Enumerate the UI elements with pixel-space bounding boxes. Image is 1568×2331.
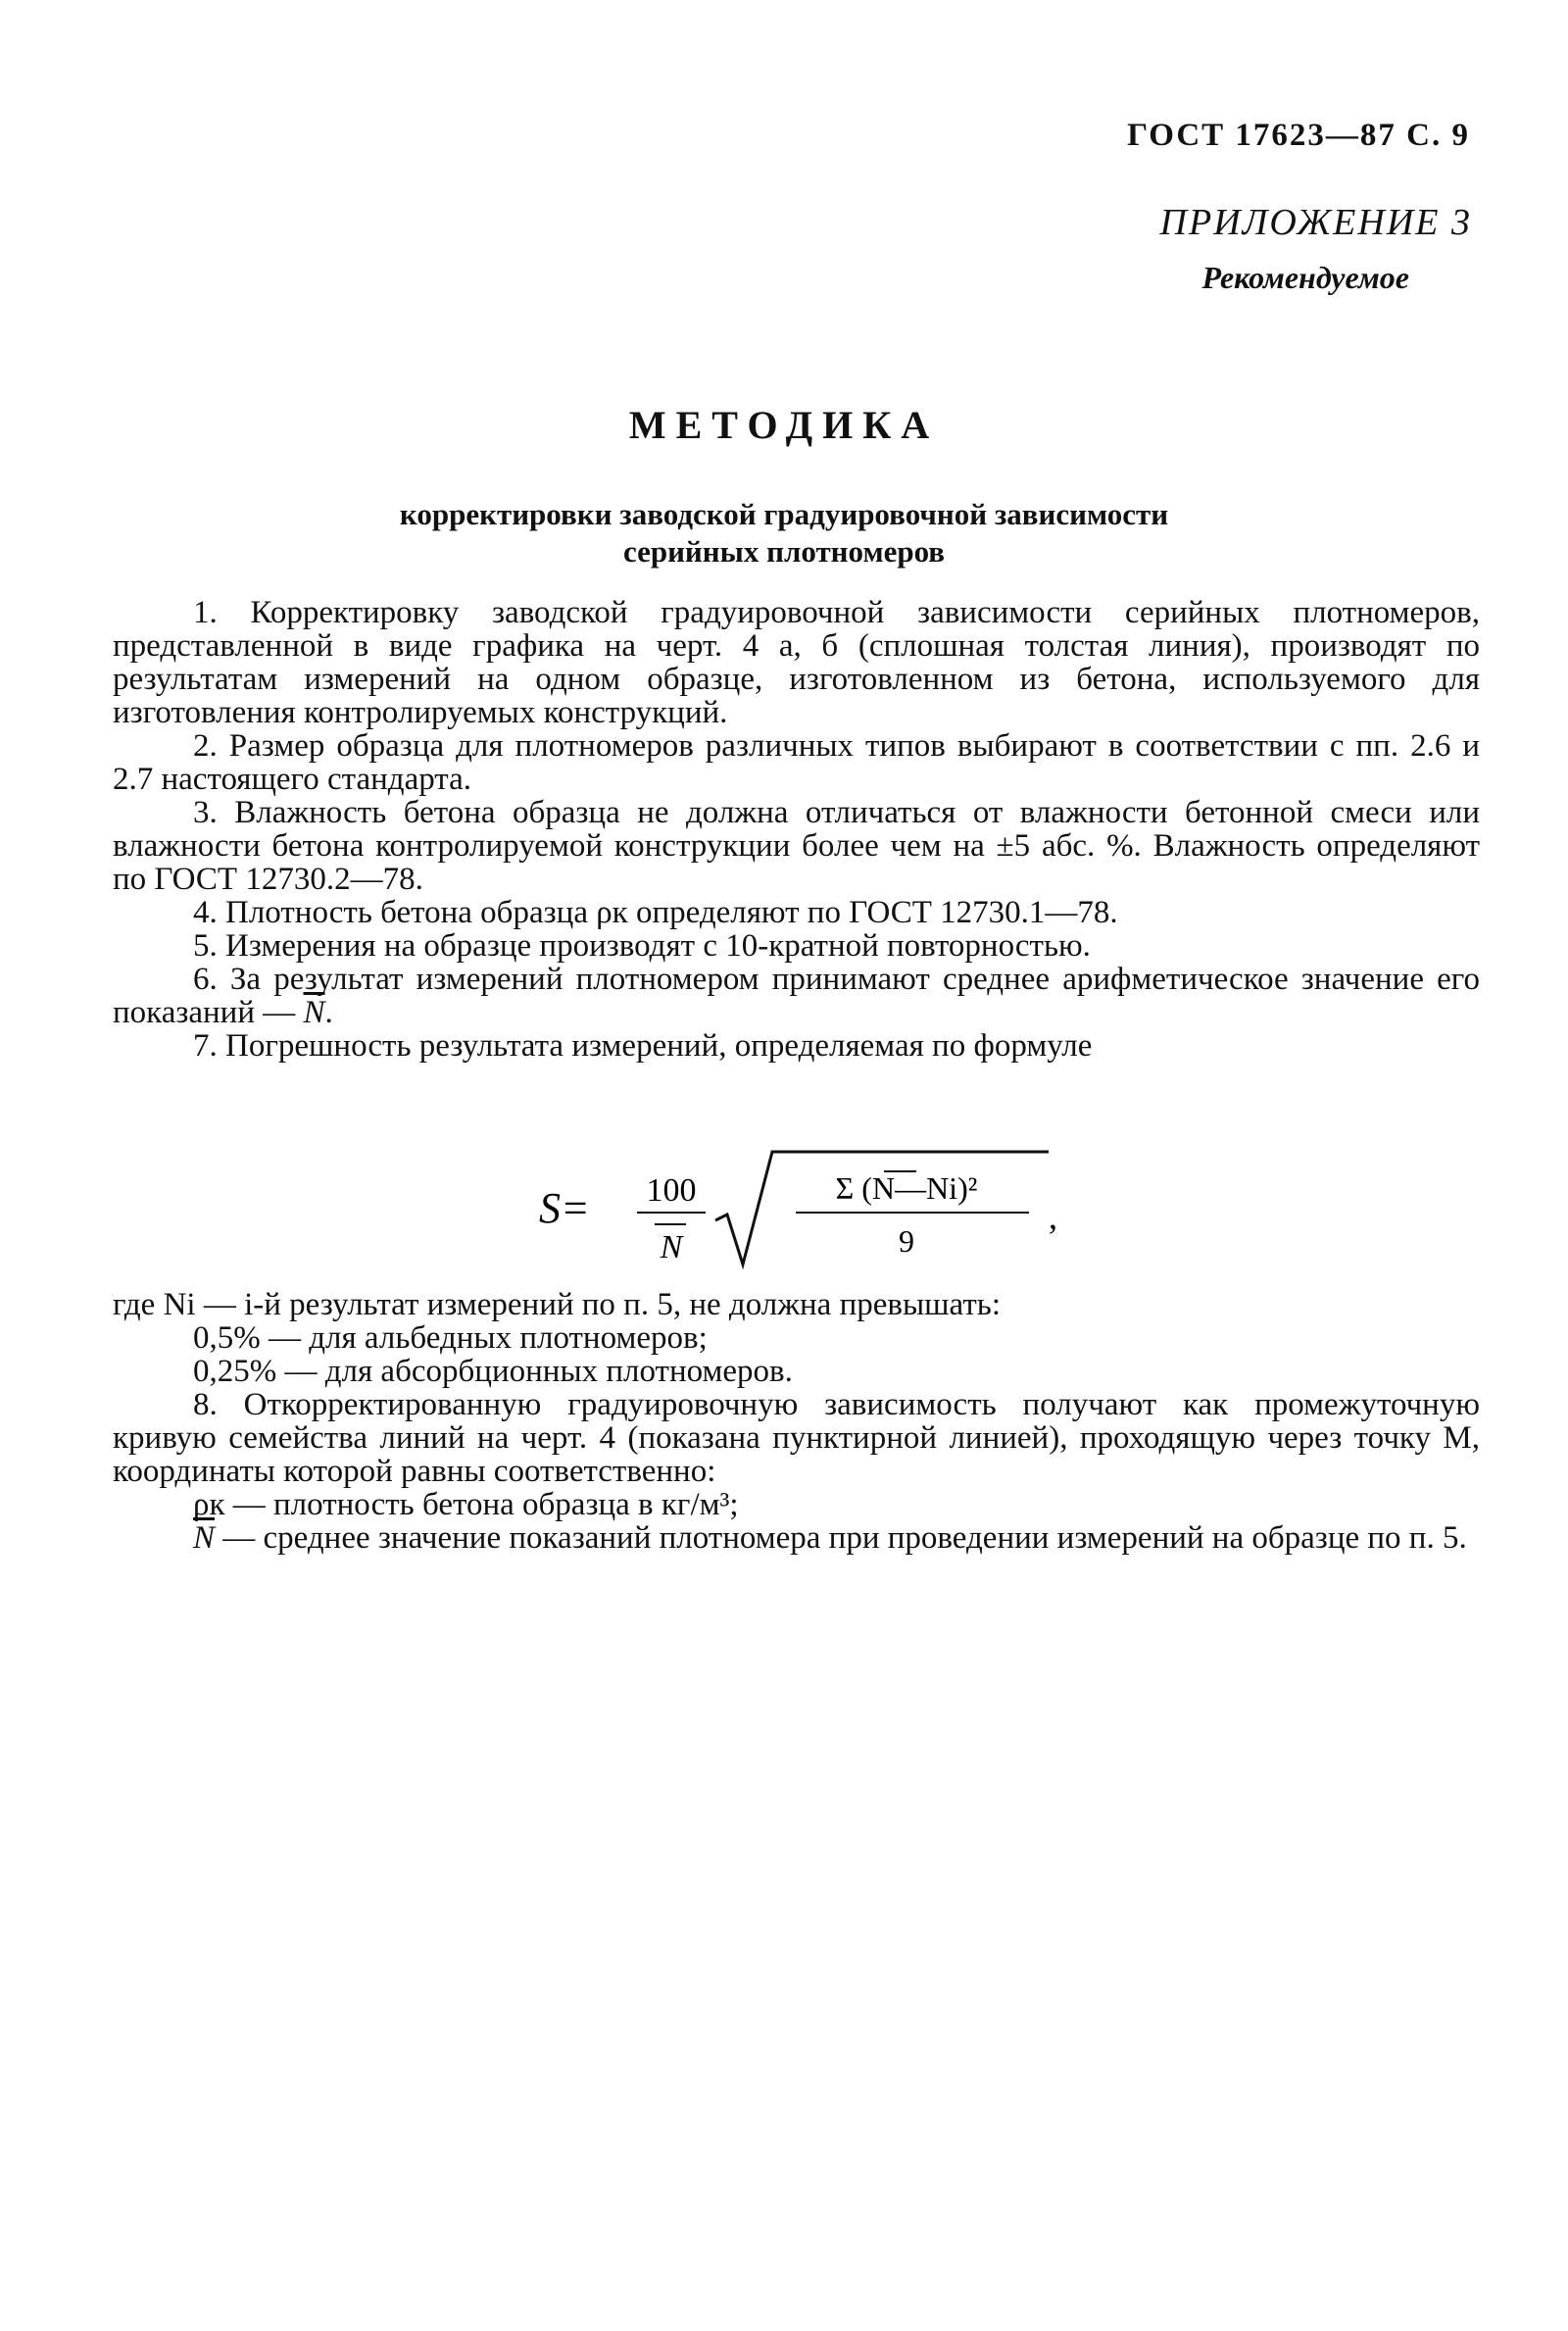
paragraph-6 xyxy=(113,963,1480,1029)
subtitle-line-2: серийных плотномеров xyxy=(622,534,946,569)
section-body-1 xyxy=(113,596,1480,1063)
page-header: ГОСТ 17623—87 С. 9 xyxy=(1127,118,1470,153)
where-clause: где Ni — i-й результат измерений по п. 5, не должна превышать: xyxy=(113,1287,1001,1322)
mean-symbol: $\overline{N}$ xyxy=(303,995,325,1030)
appendix-number: ПРИЛОЖЕНИЕ 3 xyxy=(1159,202,1472,243)
mean-symbol-2: $\overline{N}$ xyxy=(193,1520,216,1556)
radical-sign xyxy=(715,1152,1049,1265)
limit-albedo: 0,5% — для альбедных плотномеров; xyxy=(193,1320,708,1356)
inner-numerator: Σ (N—Ni)² xyxy=(835,1170,978,1206)
paragraph-6-text: 6. За результат измерений плотномером принимают среднее арифметическое значение его показаний — xyxy=(113,962,1480,1030)
paragraph-1: 1. Корректировку заводской градуировочной зависимости серийных плотномеров, представленной в виде графика на черт. 4 а, б (сплошная толстая линия), производят по результатам измерений на одном образце, изготовленном из бетона, используемого для изготовления контролируемых конструкций. xyxy=(113,595,1480,730)
coordinate-mean-text: — среднее значение показаний плотномера при проведении измерений на образце по п. 5. xyxy=(215,1520,1467,1556)
formula-graphic xyxy=(539,1142,1088,1279)
formula-trailing: , xyxy=(1049,1197,1057,1236)
subtitle-line-1: корректировки заводской градуировочной зависимости xyxy=(399,497,1169,531)
paragraph-8: 8. Откорректированную градуировочную зависимость получают как промежуточную кривую семейства линий на черт. 4 (показана пунктирной линией), проходящую через точку М, координаты которой равны соответственно: xyxy=(113,1387,1480,1489)
formula-denominator: N xyxy=(660,1229,683,1265)
coordinate-density: ρк — плотность бетона образца в кг/м³; xyxy=(193,1487,739,1522)
formula-numerator: 100 xyxy=(646,1172,697,1209)
appendix-status: Рекомендуемое xyxy=(1201,260,1409,295)
paragraph-3: 3. Влажность бетона образца не должна отличаться от влажности бетонной смеси или влажности бетона контролируемой конструкции более чем на ±5 абс. %. Влажность определяют по ГОСТ 12730.2—78. xyxy=(113,795,1480,897)
coordinate-mean xyxy=(113,1521,1480,1555)
paragraph-5: 5. Измерения на образце производят с 10-кратной повторностью. xyxy=(193,928,1091,964)
formula-lhs: S= xyxy=(539,1184,590,1232)
document-subtitle xyxy=(0,496,1568,570)
error-formula xyxy=(539,1142,1088,1279)
paragraph-6-end: . xyxy=(324,995,333,1030)
paragraph-4: 4. Плотность бетона образца ρк определяют по ГОСТ 12730.1—78. xyxy=(193,895,1118,930)
document-title: МЕТОДИКА xyxy=(628,403,940,447)
inner-denominator: 9 xyxy=(899,1223,914,1259)
limit-absorption: 0,25% — для абсорбционных плотномеров. xyxy=(193,1354,793,1389)
paragraph-2: 2. Размер образца для плотномеров различных типов выбирают в соответствии с пп. 2.6 и 2.7 настоящего стандарта. xyxy=(113,728,1480,797)
section-body-2 xyxy=(113,1288,1480,1555)
paragraph-7: 7. Погрешность результата измерений, определяемая по формуле xyxy=(193,1028,1093,1064)
